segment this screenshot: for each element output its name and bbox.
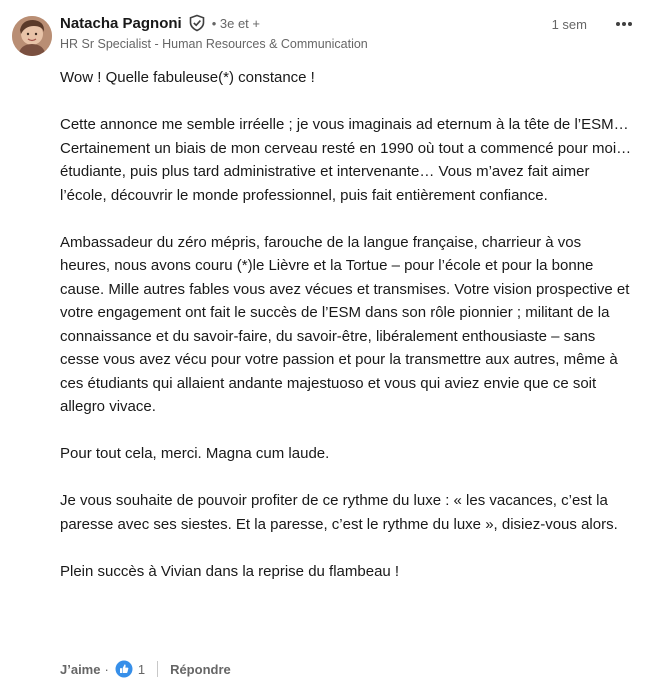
comment-paragraph: Pour tout cela, merci. Magna cum laude. [60, 445, 330, 462]
comment-paragraph: Plein succès à Vivian dans la reprise du flambeau ! [60, 562, 400, 580]
comment-paragraph: Je vous souhaite de pouvoir profiter de ce rythme du luxe : « les vacances, c’est la paresse avec ses siestes. Et la paresse, c’est le rythme du luxe », disiez-vous alors. [60, 492, 618, 533]
comment-paragraph: Cette annonce me semble irréelle ; je vous imaginais ad eternum à la tête de l’ESM… Certainement un biais de mon cerveau resté en 1990 où tout a commencé pour moi… étudiante, puis plus tard administrative et intervenante… Vous m’avez fait aimer l’école, découvrir le monde professionnel, puis fait entièrement confiance. [60, 116, 632, 204]
connection-degree: • 3e et + [211, 15, 260, 31]
author-name[interactable]: Natacha Pagnoni [60, 14, 182, 32]
dot-separator: · [104, 661, 109, 677]
comment-actions [60, 658, 231, 680]
comment-paragraph: Ambassadeur du zéro mépris, farouche de la langue française, charrieur à vos heures, nous avons couru (*)le Lièvre et la Tortue – pour l’école et pour la bonne cause. Mille autres fables vous avez vécues et transmises. Votre vision prospective et votre engagement ont fait le succès de l’ESM dans son rôle pionnier ; militant de la connaissance et du savoir-faire, du savoir-être, libéralement enthousiaste – sans cesse vous avez vécu pour votre passion et pour la transmettre aux autres, même à ces étudiants qui allaient andante majestuoso et vous qui aviez envie que ce soit allegro vivace. [60, 233, 630, 415]
comment-paragraph: Wow ! Quelle fabuleuse(*) constance ! [60, 69, 315, 86]
reaction-count[interactable]: 1 [137, 661, 146, 677]
author-headline: HR Sr Specialist - Human Resources & Communication [60, 37, 368, 51]
divider [157, 661, 158, 677]
comment-timestamp: 1 sem [551, 17, 587, 32]
more-options-icon[interactable] [610, 12, 638, 36]
like-button[interactable]: J’aime [60, 661, 101, 677]
verified-shield-icon [188, 14, 206, 32]
reply-button[interactable]: Répondre [170, 661, 231, 677]
avatar[interactable] [12, 16, 52, 56]
like-reaction-icon[interactable] [115, 660, 133, 678]
comment-body [60, 66, 638, 583]
comment-content [60, 10, 638, 583]
